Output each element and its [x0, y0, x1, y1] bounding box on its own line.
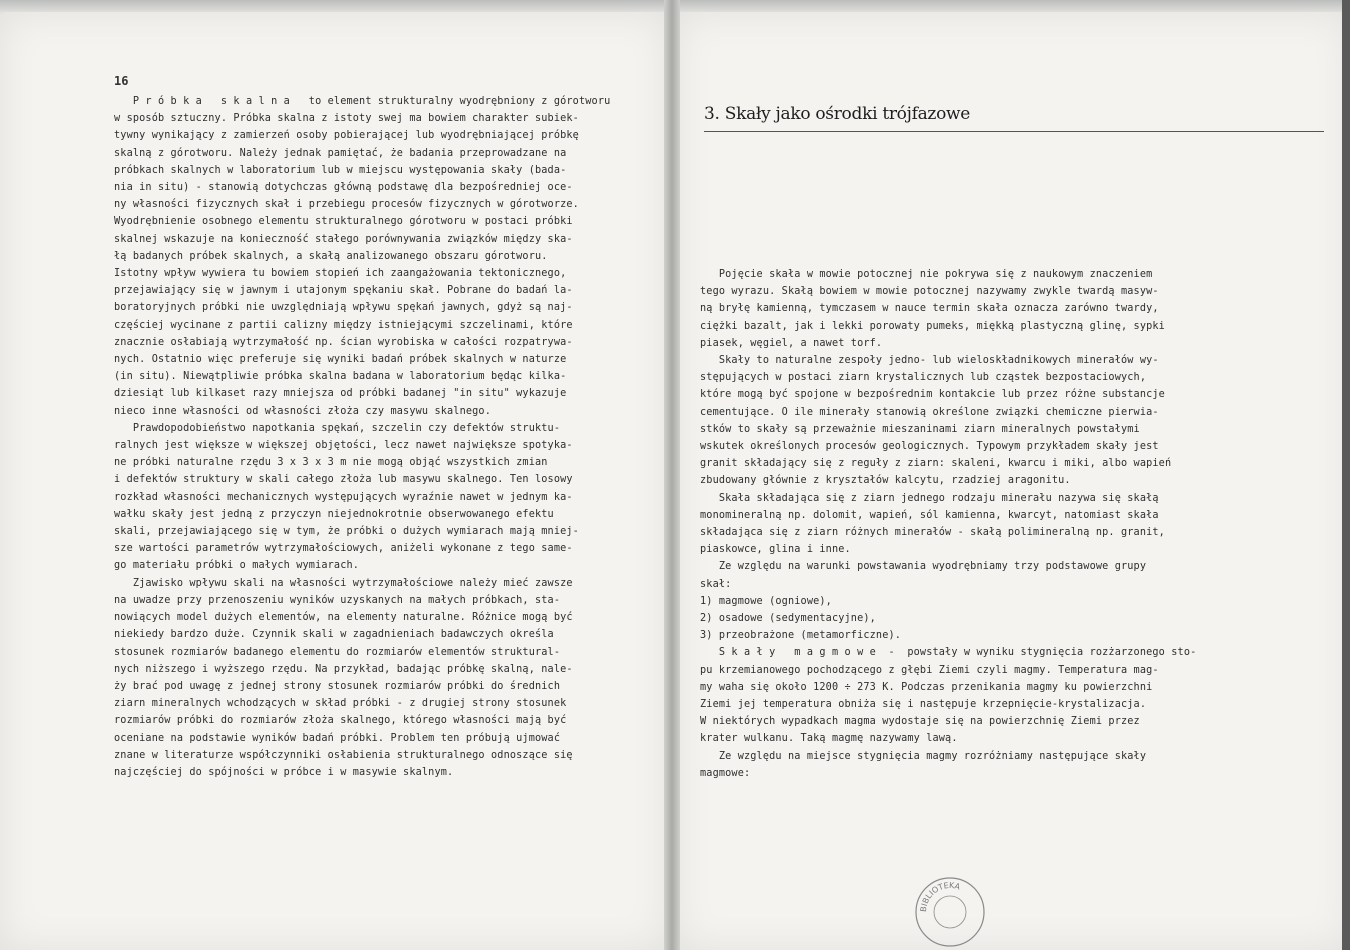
right-page-text-line: Pojęcie skała w mowie potocznej nie pokrywa się z naukowym znaczeniem [700, 269, 1153, 280]
page-number: 16 [114, 74, 129, 88]
left-page-text-line: Prawdopodobieństwo napotkania spękań, szczelin czy defektów struktu- [114, 422, 561, 434]
right-page-text-line: Skała składająca się z ziarn jednego rodzaju minerału nazywa się skałą [700, 492, 1159, 504]
left-page-text-line: tywny wynikający z zamierzeń osoby pobierającej lub wyodrębniającej próbkę [114, 130, 579, 142]
right-page-text-line: pu krzemianowego pochodzącego z głębi Ziemi czyli magmy. Temperatura mag- [700, 664, 1159, 676]
left-page-text-line: Zjawisko wpływu skali na własności wytrzymałościowe należy mieć zawsze [114, 577, 573, 589]
right-page-text-line: ną bryłę kamienną, tymczasem w nauce termin skała oznacza zarówno twardy, [700, 303, 1159, 315]
left-page-text-line: Wyodrębnienie osobnego elementu strukturalnego górotworu w postaci próbki [114, 216, 573, 228]
left-page-text-line: znane w literaturze współczynniki osłabienia strukturalnego odnoszące się [114, 749, 573, 761]
left-page-text-line: skalną z górotworu. Należy jednak pamiętać, że badania przeprowadzane na [114, 147, 567, 159]
right-page-text-line: składająca się z ziarn różnych minerałów - skałą polimineralną np. granit, [700, 527, 1165, 539]
right-page-text-line: Ziemi jej temperatura obniża się i następuje krzepnięcie-krystalizacja. [700, 699, 1147, 711]
right-page-text-line: 1) magmowe (ogniowe), [700, 595, 832, 607]
left-page-text-line: najczęściej do spójności w próbce i w masywie skalnym. [114, 766, 454, 778]
right-page-text-line: cementujące. O ile minerały stanowią określone związki chemiczne pierwia- [700, 406, 1159, 418]
left-page-text-line: nowiących model dużych elementów, na elementy naturalne. Różnice mogą być [114, 612, 573, 624]
right-page-text-line: stępujących w postaci ziarn krystalicznych lub cząstek bezpostaciowych, [700, 372, 1147, 384]
right-page-text [700, 266, 1196, 782]
left-page-text-line: ny własności fizycznych skał i przebiegu procesów fizycznych w górotworze. [114, 199, 579, 211]
right-page-text-line: my waha się około 1200 ÷ 273 K. Podczas przenikania magmy ku powierzchni [700, 681, 1153, 693]
right-page-text-line: stków to skały są przeważnie mieszaninami ziarn mineralnych powstałymi [700, 423, 1140, 435]
right-page-text-line: granit składający się z reguły z ziarn: skaleni, kwarcu i miki, albo wapień [700, 458, 1172, 470]
left-page-text-line: na uwadze przy przenoszeniu wyników uzyskanych na małych próbkach, sta- [114, 594, 561, 606]
right-page-text-line: krater wulkanu. Taką magmę nazywamy lawą. [700, 733, 958, 745]
right-page-text-line: wskutek określonych procesów geologicznych. Typowym przykładem skały jest [700, 441, 1159, 453]
left-page-text-line: wałku skały jest jedną z przyczyn niejednokrotnie obserwowanego efektu [114, 508, 554, 520]
left-page-text-line: skali, przejawiającego się w tym, że próbki o dużych wymiarach mają mniej- [114, 526, 579, 538]
left-page-text-line: niekiedy bardzo duże. Czynnik skali w zagadnieniach badawczych określa [114, 629, 554, 641]
left-page-text-line: dziesiąt lub kilkaset razy mniejsza od próbki badanej "in situ" wykazuje [114, 388, 567, 400]
right-page-text-line: tego wyrazu. Skałą bowiem w mowie potocznej nazywamy zwykle twardą masyw- [700, 286, 1159, 298]
right-page-text-line: skał: [700, 578, 732, 590]
right-page-text-line: monomineralną np. dolomit, wapień, sól kamienna, kwarcyt, natomiast skała [700, 509, 1159, 521]
right-page-text-line: Ze względu na miejsce stygnięcia magmy rozróżniamy następujące skały [700, 750, 1147, 762]
stamp-text: BIBLIOTEKA [918, 880, 962, 913]
chapter-title: 3. Skały jako ośrodki trójfazowe [704, 104, 971, 124]
book-gutter [664, 0, 680, 950]
right-page-text-line: W niektórych wypadkach magma wydostaje się na powierzchnię Ziemi przez [700, 716, 1140, 728]
left-page-text-line: oceniane na podstawie wyników badań próbki. Problem ten próbują ujmować [114, 732, 561, 744]
left-page-text-line: znacznie osłabiają wytrzymałość np. ścian wyrobiska w całości rozpatrywa- [114, 336, 573, 348]
left-page-text-line: skalnej wskazuje na konieczność stałego porównywania związków między ska- [114, 233, 573, 245]
left-page-text-line: ne próbki naturalne rzędu 3 x 3 x 3 m nie mogą objąć wszystkich zmian [114, 457, 548, 469]
right-page-text-line: Skały to naturalne zespoły jedno- lub wieloskładnikowych minerałów wy- [700, 355, 1159, 367]
right-page-text-line: S k a ł y m a g m o w e - powstały w wyniku stygnięcia rozżarzonego sto- [700, 647, 1197, 659]
right-page-text-line: piaskowce, glina i inne. [700, 544, 851, 556]
right-page-text-line: 3) przeobrażone (metamorficzne). [700, 630, 902, 642]
left-page-text-line: (in situ). Niewątpliwie próbka skalna badana w laboratorium będąc kilka- [114, 371, 567, 383]
left-page-text-line: rozkład własności mechanicznych występujących wyraźnie nawet w jednym ka- [114, 491, 573, 503]
left-page-text-line: i defektów struktury w skali całego złoża lub masywu skalnego. Ten losowy [114, 474, 573, 486]
left-page-text-line: ży brać pod uwagę z jednej strony stosunek rozmiarów próbki do średnich [114, 680, 561, 692]
left-page-text-line: łą badanych próbek skalnych, a skałą analizowanego obszaru górotworu. [114, 250, 548, 262]
right-page-text-line: które mogą być spojone w bezpośrednim kontakcie lub przez różne substancje [700, 389, 1165, 401]
left-page-text-line: rozmiarów próbki do rozmiarów złoża skalnego, którego własności mają być [114, 715, 567, 727]
left-page-text-line: ziarn mineralnych wchodzących w skład próbki - z drugiej strony stosunek [114, 698, 567, 710]
left-page-text-line: nych. Ostatnio więc preferuje się wyniki badań próbek skalnych w naturze [114, 354, 567, 366]
left-page-text-line: nieco inne własności od własności złoża czy masywu skalnego. [114, 405, 492, 417]
right-page-text-line: 2) osadowe (sedymentacyjne), [700, 613, 876, 625]
left-page-text-line: Istotny wpływ wywiera tu bowiem stopień ich zaangażowania tektonicznego, [114, 268, 567, 280]
right-page-text-line: Ze względu na warunki powstawania wyodrębniamy trzy podstawowe grupy [700, 561, 1147, 573]
left-page-text-line: przejawiający się w jawnym i utajonym spękaniu skał. Pobrane do badań la- [114, 285, 573, 297]
left-page-text-line: boratoryjnych próbki nie uwzględniają wpływu spękań jawnych, gdyż są naj- [114, 302, 573, 314]
left-page-text-line: go materiału próbki o małych wymiarach. [114, 560, 360, 572]
scan-edge [1342, 0, 1350, 950]
left-page-text-line: częściej wycinane z partii calizny między istniejącymi szczelinami, które [114, 319, 573, 331]
left-page-text-line: w sposób sztuczny. Próbka skalna z istoty swej ma bowiem charakter subiek- [114, 113, 579, 125]
title-underline [704, 131, 1324, 132]
left-page-text-line: próbkach skalnych w laboratorium lub w miejscu występowania skały (bada- [114, 164, 567, 176]
right-page-text-line: magmowe: [700, 767, 751, 779]
left-page-text-line: stosunek rozmiarów badanego elementu do rozmiarów elementów struktural- [114, 646, 561, 658]
left-page-text-line: ralnych jest większe w większej objętości, lecz nawet największe spotyka- [114, 440, 573, 452]
right-page-text-line: zbudowany głównie z kryształów kalcytu, rzadziej aragonitu. [700, 475, 1071, 487]
library-stamp-icon [912, 874, 988, 950]
left-page-text-line: nych niższego i wyższego rzędu. Na przykład, badając próbkę skalną, nale- [114, 663, 573, 675]
left-page-text-line: P r ó b k a s k a l n a to element strukturalny wyodrębniony z górotworu [114, 96, 611, 107]
left-page-text-line: sze wartości parametrów wytrzymałościowych, aniżeli wykonane z tego same- [114, 543, 573, 555]
left-page-text [114, 93, 610, 781]
right-page-text-line: ciężki bazalt, jak i lekki porowaty pumeks, miękką plastyczną glinę, sypki [700, 320, 1165, 332]
right-page-text-line: piasek, węgiel, a nawet torf. [700, 337, 883, 349]
left-page-text-line: nia in situ) - stanowią dotychczas główną podstawę dla bezpośredniej oce- [114, 182, 573, 194]
